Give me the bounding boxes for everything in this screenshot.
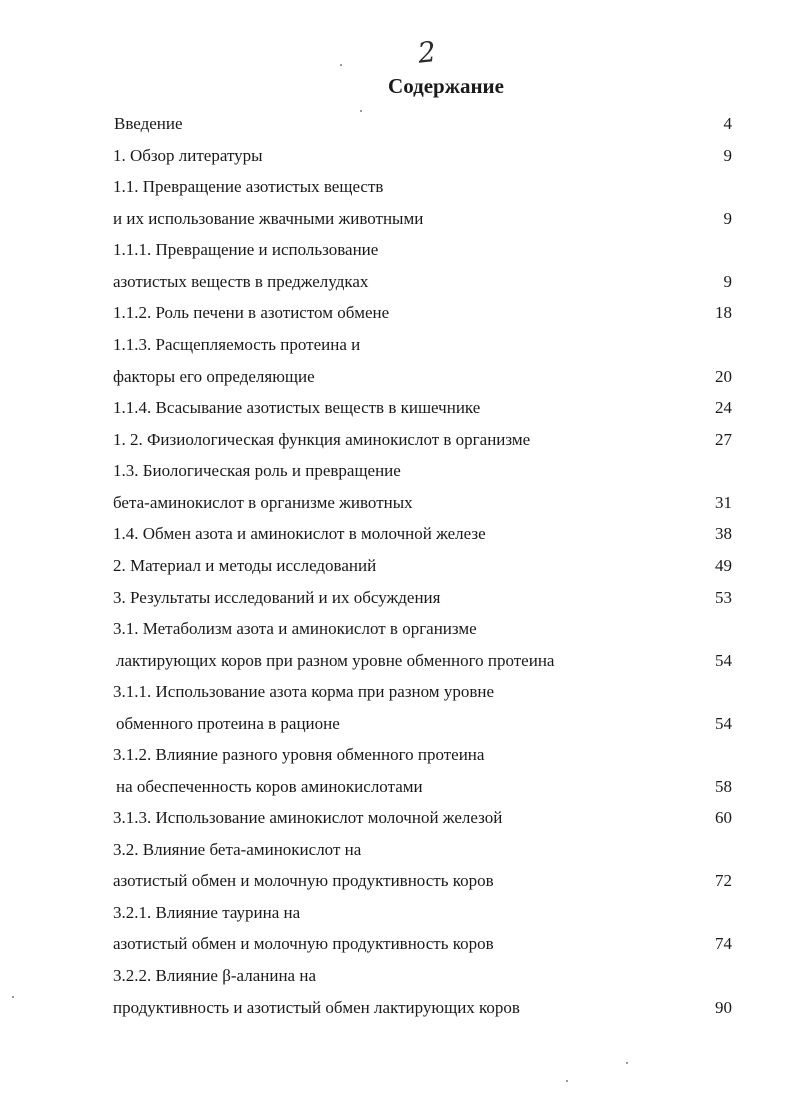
- toc-entry-page: 54: [715, 714, 732, 733]
- toc-entry-text: 3.2.2. Влияние β-аланина на: [113, 966, 316, 985]
- toc-entry-page: 54: [715, 651, 732, 670]
- toc-entry-text: Введение: [114, 114, 183, 133]
- scan-speck: [626, 1062, 628, 1064]
- toc-entry-page: 27: [715, 430, 732, 449]
- toc-entry-text: 1.1.3. Расщепляемость протеина и: [113, 335, 361, 354]
- page-title: Содержание: [388, 74, 504, 98]
- toc-entry-text: 2. Материал и методы исследований: [113, 556, 377, 575]
- toc-entry-page: 9: [723, 272, 732, 291]
- toc-entry-text: 1.1.2. Роль печени в азотистом обмене: [113, 303, 390, 322]
- toc-entry-text: 3.1.1. Использование азота корма при разном уровне: [113, 682, 494, 701]
- toc-entry-text: азотистый обмен и молочную продуктивность коров: [113, 871, 494, 890]
- scan-speck: [340, 64, 342, 66]
- toc-entry-page: 18: [715, 303, 732, 322]
- toc-entry-text: азотистый обмен и молочную продуктивность коров: [113, 934, 494, 953]
- toc-entry-text: 1. 2. Физиологическая функция аминокислот в организме: [113, 430, 531, 449]
- toc-entry-page: 58: [715, 777, 732, 796]
- toc-entry-text: и их использование жвачными животными: [113, 209, 424, 228]
- toc-entry-text: 1.4. Обмен азота и аминокислот в молочной железе: [113, 524, 486, 543]
- toc-entry-page: 9: [723, 209, 732, 228]
- toc-entry-text: 1.3. Биологическая роль и превращение: [113, 461, 401, 480]
- handwritten-page-number: 2: [416, 35, 436, 70]
- toc-entry-text: 3.1. Метаболизм азота и аминокислот в организме: [113, 619, 477, 638]
- scan-speck: [12, 996, 14, 998]
- toc-entry-page: 60: [715, 808, 732, 827]
- toc-entry-text: продуктивность и азотистый обмен лактирующих коров: [113, 998, 520, 1017]
- scan-speck: [566, 1080, 568, 1082]
- toc-entry-text: азотистых веществ в преджелудках: [113, 272, 369, 291]
- toc-entry-text: 1.1. Превращение азотистых веществ: [113, 177, 384, 196]
- toc-entry-page: 49: [715, 556, 732, 575]
- toc-entry-text: 1. Обзор литературы: [113, 146, 263, 165]
- toc-entry-text: 3.1.3. Использование аминокислот молочной железой: [113, 808, 503, 827]
- toc-entry-page: 31: [715, 493, 732, 512]
- toc-entry-page: 53: [715, 588, 732, 607]
- toc-entry-page: 20: [715, 367, 732, 386]
- toc-entry-text: на обеспеченность коров аминокислотами: [116, 777, 423, 796]
- scan-speck: [360, 110, 362, 112]
- toc-entry-text: лактирующих коров при разном уровне обменного протеина: [116, 651, 555, 670]
- toc-entry-page: 72: [715, 871, 732, 890]
- toc-entry-page: 74: [715, 934, 732, 953]
- toc-entry-page: 4: [723, 114, 732, 133]
- toc-entry-text: 3.2.1. Влияние таурина на: [113, 903, 301, 922]
- toc-entry-page: 90: [715, 998, 732, 1017]
- toc-entry-text: 3.1.2. Влияние разного уровня обменного протеина: [113, 745, 485, 764]
- toc-entry-text: обменного протеина в рационе: [116, 714, 340, 733]
- toc-entry-text: 1.1.1. Превращение и использование: [113, 240, 379, 259]
- toc-entry-text: 1.1.4. Всасывание азотистых веществ в кишечнике: [113, 398, 481, 417]
- toc-entry-page: 9: [723, 146, 732, 165]
- toc-entry-text: бета-аминокислот в организме животных: [113, 493, 413, 512]
- toc-entry-text: факторы его определяющие: [113, 367, 315, 386]
- toc-entry-text: 3.2. Влияние бета-аминокислот на: [113, 840, 362, 859]
- toc-entry-text: 3. Результаты исследований и их обсуждения: [113, 588, 441, 607]
- toc-entry-page: 24: [715, 398, 732, 417]
- toc-entry-page: 38: [715, 524, 732, 543]
